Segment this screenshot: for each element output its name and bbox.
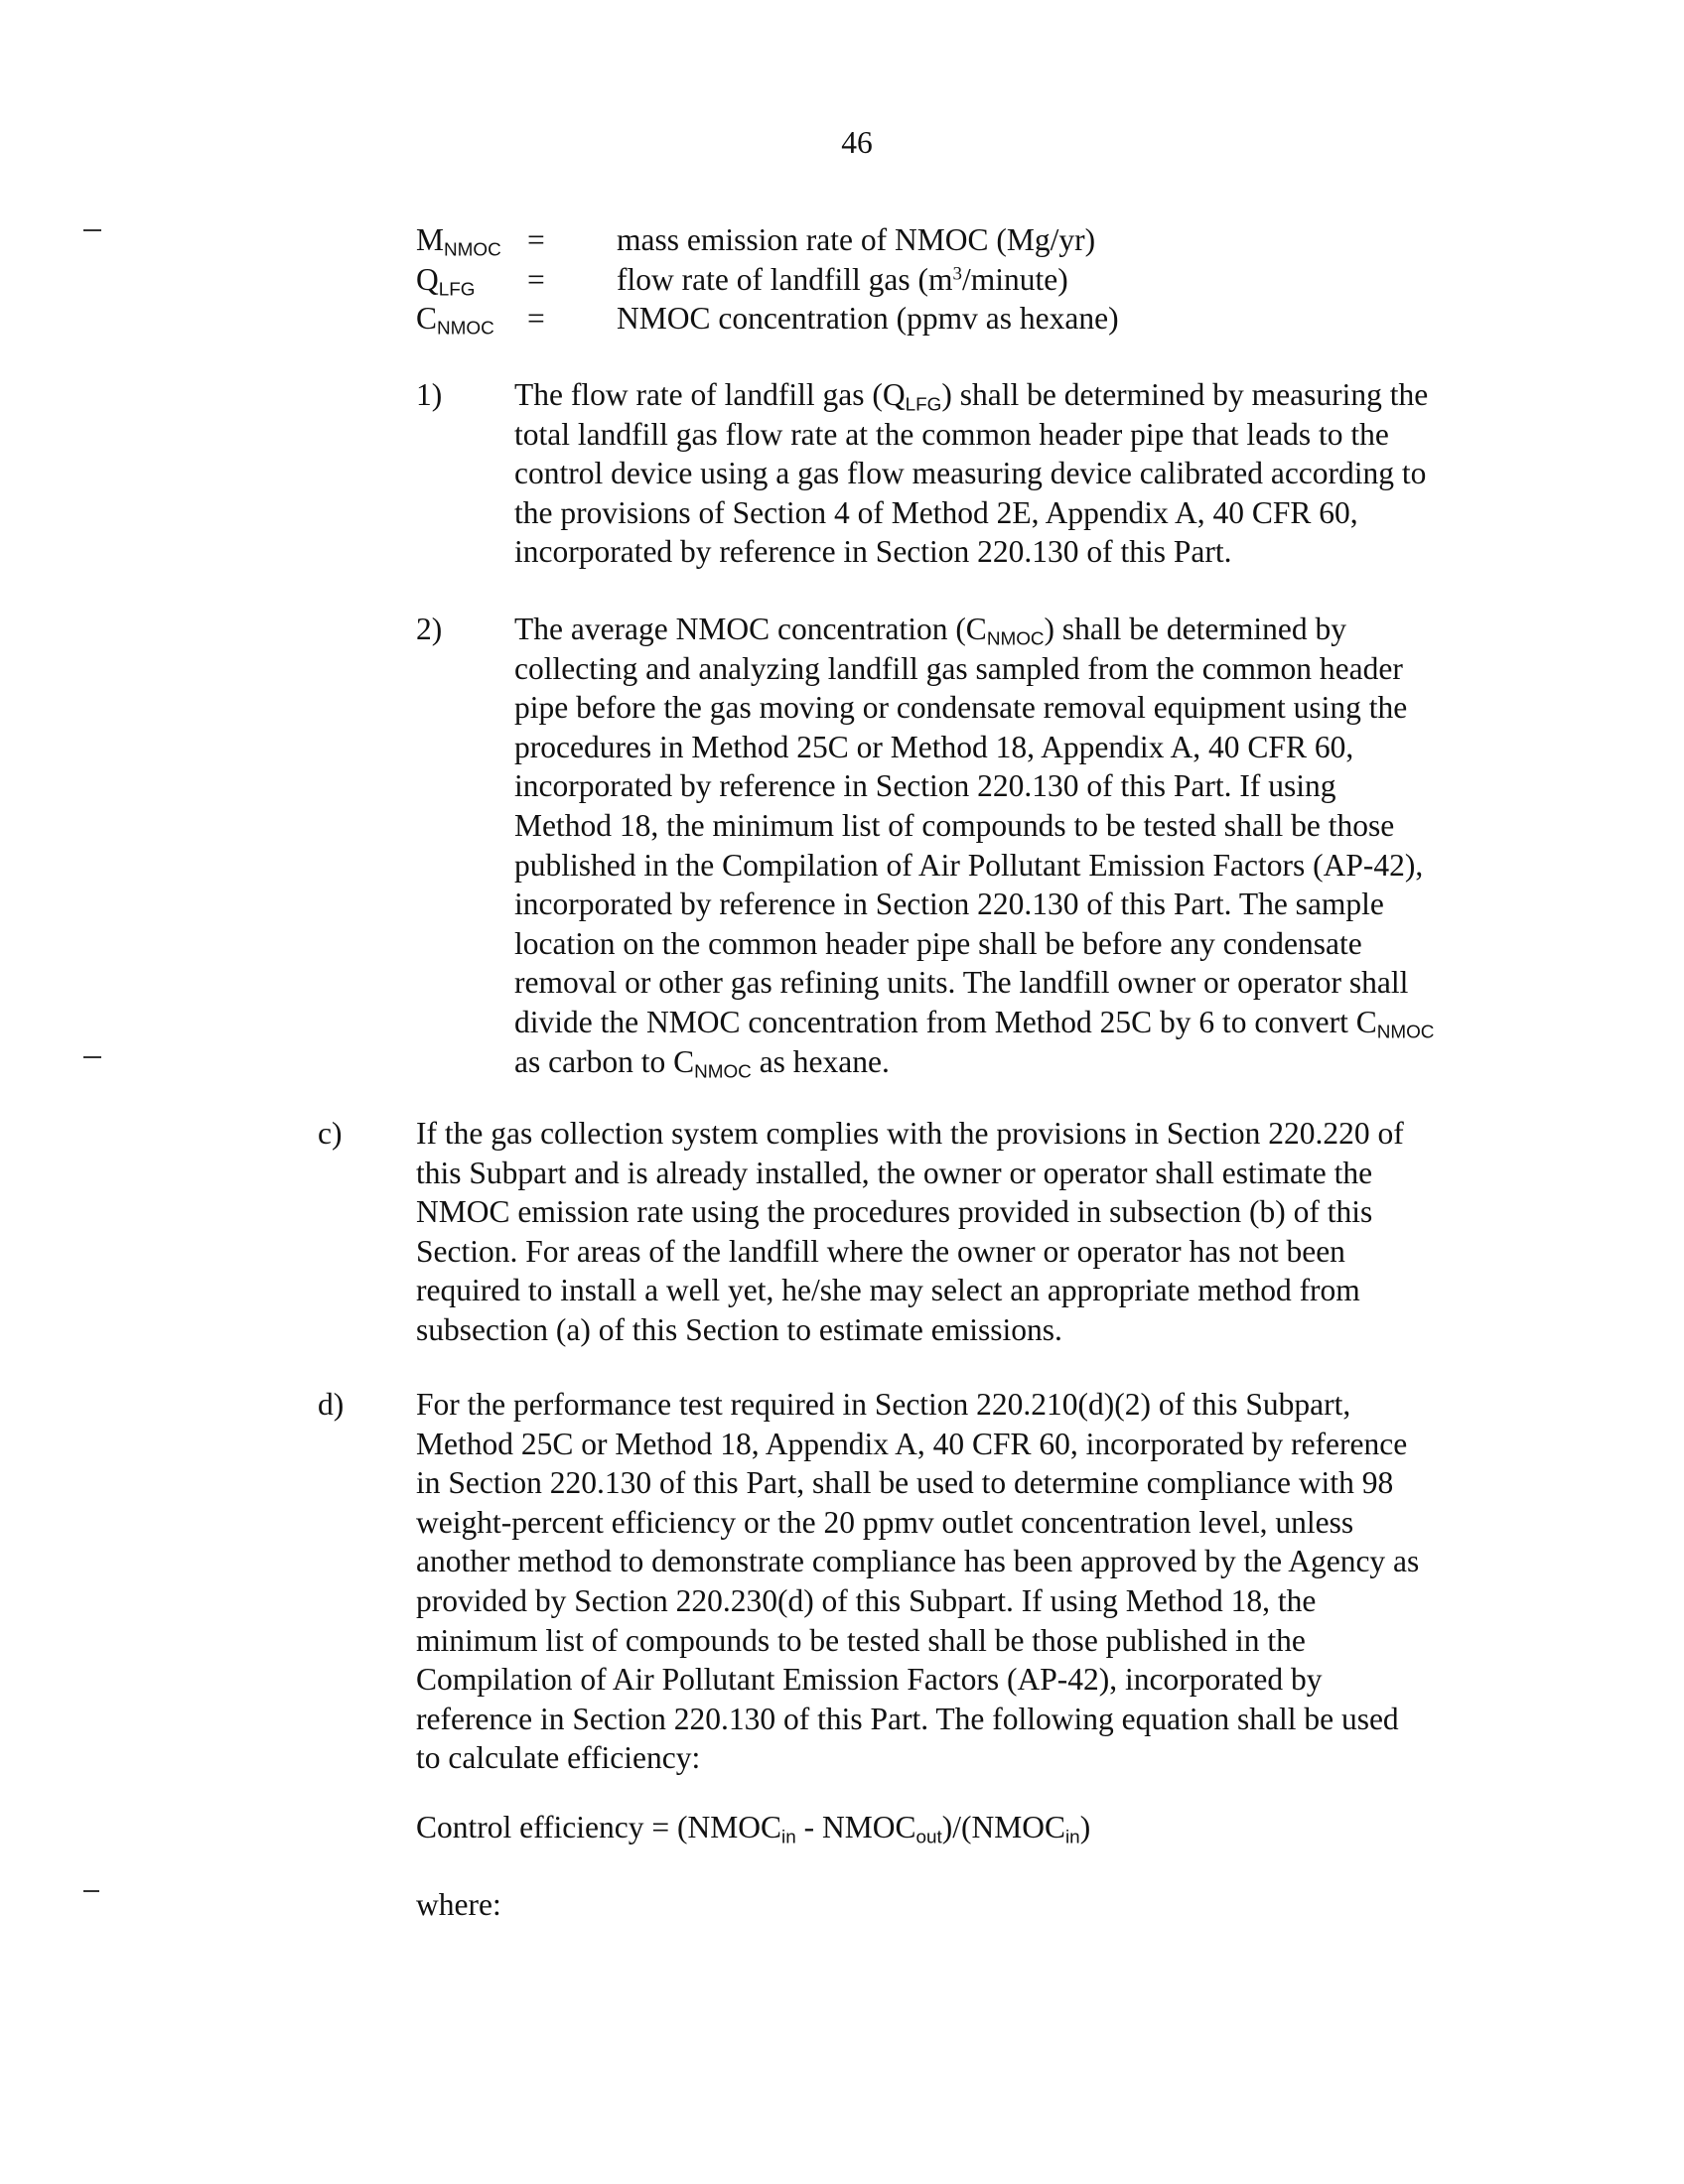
text-run: The average NMOC concentration (C xyxy=(514,612,987,646)
definition-symbol xyxy=(416,260,527,300)
text-run: ) shall be determined by xyxy=(1044,612,1346,646)
text-line: Compilation of Air Pollutant Emission Factors (AP-42), incorporated by xyxy=(416,1662,1323,1698)
text-run: as hexane. xyxy=(751,1043,890,1079)
text-run: divide the NMOC concentration from Method 25C by 6 to convert C xyxy=(514,1004,1377,1039)
text-line: the provisions of Section 4 of Method 2E, Appendix A, 40 CFR 60, xyxy=(514,494,1358,530)
definition-row xyxy=(416,299,1119,339)
definition-description xyxy=(617,220,1095,260)
text-line: total landfill gas flow rate at the common header pipe that leads to the xyxy=(514,416,1389,452)
subscript: out xyxy=(915,1827,942,1848)
text-line: If the gas collection system complies with the provisions in Section 220.220 of xyxy=(416,1116,1404,1151)
equation-text: - NMOC xyxy=(795,1810,916,1844)
description-text: /minute) xyxy=(961,261,1068,297)
scan-margin-mark xyxy=(83,229,101,231)
text-line: incorporated by reference in Section 220.130 of this Part. xyxy=(514,534,1232,570)
symbol-base: Q xyxy=(416,261,439,297)
text-line xyxy=(514,1003,1434,1042)
text-line: collecting and analyzing landfill gas sampled from the common header xyxy=(514,650,1403,686)
text-run: ) shall be determined by measuring the xyxy=(941,377,1429,412)
text-line: to calculate efficiency: xyxy=(416,1740,701,1776)
description-superscript: 3 xyxy=(952,263,962,285)
text-run: The flow rate of landfill gas (Q xyxy=(514,377,906,412)
text-line: pipe before the gas moving or condensate removal equipment using the xyxy=(514,690,1408,726)
text-line: Method 25C or Method 18, Appendix A, 40 CFR 60, incorporated by reference xyxy=(416,1426,1408,1461)
text-line: minimum list of compounds to be tested shall be those published in the xyxy=(416,1622,1306,1658)
item-label: d) xyxy=(318,1387,345,1422)
subscript: in xyxy=(1064,1827,1080,1848)
text-line: another method to demonstrate compliance has been approved by the Agency as xyxy=(416,1544,1420,1579)
text-line: incorporated by reference in Section 220.130 of this Part. If using xyxy=(514,768,1336,804)
text-line: Method 18, the minimum list of compounds to be tested shall be those xyxy=(514,807,1395,843)
symbol-base: C xyxy=(416,301,438,337)
text-line: incorporated by reference in Section 220.130 of this Part. The sample xyxy=(514,887,1384,922)
subscript: LFG xyxy=(905,394,942,416)
item-text xyxy=(416,1385,1419,1778)
text-line: required to install a well yet, he/she may select an appropriate method from xyxy=(416,1273,1360,1308)
equals-sign: = xyxy=(527,222,545,257)
description-text: NMOC concentration (ppmv as hexane) xyxy=(617,301,1119,337)
item-label: c) xyxy=(318,1116,343,1151)
description-text: mass emission rate of NMOC (Mg/yr) xyxy=(617,222,1096,257)
definition-row xyxy=(416,260,1119,300)
scan-margin-mark xyxy=(83,1890,99,1892)
equation-text: (NMOC xyxy=(676,1810,781,1844)
text-line xyxy=(514,375,1428,415)
text-run: as carbon to C xyxy=(514,1043,695,1079)
equals-sign: = xyxy=(527,261,545,297)
text-line: in Section 220.130 of this Part, shall be used to determine compliance with 98 xyxy=(416,1465,1394,1501)
equation-equals: = xyxy=(643,1810,677,1844)
text-line: removal or other gas refining units. The landfill owner or operator shall xyxy=(514,965,1409,1001)
definition-symbol xyxy=(416,220,527,260)
item-label: 1) xyxy=(416,377,443,412)
text-line: location on the common header pipe shall be before any condensate xyxy=(514,925,1362,961)
item-text xyxy=(416,1114,1404,1350)
text-line: published in the Compilation of Air Pollutant Emission Factors (AP-42), xyxy=(514,847,1424,883)
item-label: 2) xyxy=(416,612,443,646)
definition-description xyxy=(617,260,1068,300)
subscript: NMOC xyxy=(694,1060,752,1082)
description-text: flow rate of landfill gas (m xyxy=(617,261,953,297)
text-line: NMOC emission rate using the procedures provided in subsection (b) of this xyxy=(416,1194,1373,1230)
equation-text: Control efficiency xyxy=(416,1810,644,1844)
equals-sign: = xyxy=(527,301,545,337)
text-line: reference in Section 220.130 of this Part. The following equation shall be used xyxy=(416,1701,1399,1736)
text-line: weight-percent efficiency or the 20 ppmv outlet concentration level, unless xyxy=(416,1504,1354,1540)
symbol-subscript: NMOC xyxy=(437,318,494,340)
equation-text: ) xyxy=(1079,1810,1091,1844)
subscript: NMOC xyxy=(1376,1022,1435,1043)
definition-symbol xyxy=(416,299,527,339)
equation-text: )/(NMOC xyxy=(941,1810,1065,1844)
item-text xyxy=(514,610,1434,1081)
text-line: subsection (a) of this Section to estimate emissions. xyxy=(416,1311,1062,1347)
symbol-subscript: NMOC xyxy=(444,239,501,261)
definition-row xyxy=(416,220,1119,260)
text-line xyxy=(514,1042,1434,1082)
variable-definitions xyxy=(416,220,1119,339)
subscript: in xyxy=(781,1827,796,1848)
where-label: where: xyxy=(416,1887,501,1922)
text-line: For the performance test required in Section 220.210(d)(2) of this Subpart, xyxy=(416,1387,1351,1422)
subscript: NMOC xyxy=(986,628,1045,650)
text-line xyxy=(514,610,1434,649)
text-line: Section. For areas of the landfill where the owner or operator has not been xyxy=(416,1233,1345,1269)
efficiency-equation xyxy=(416,1808,1090,1847)
item-text xyxy=(514,375,1428,572)
text-line: control device using a gas flow measuring device calibrated according to xyxy=(514,456,1427,491)
symbol-subscript: LFG xyxy=(438,278,476,300)
text-line: this Subpart and is already installed, the owner or operator shall estimate the xyxy=(416,1155,1373,1190)
definition-description xyxy=(617,299,1119,339)
page-number: 46 xyxy=(841,125,873,160)
text-line: provided by Section 220.230(d) of this Subpart. If using Method 18, the xyxy=(416,1582,1317,1618)
symbol-base: M xyxy=(416,222,445,257)
scan-margin-mark xyxy=(83,1056,101,1058)
text-line: procedures in Method 25C or Method 18, Appendix A, 40 CFR 60, xyxy=(514,729,1354,764)
